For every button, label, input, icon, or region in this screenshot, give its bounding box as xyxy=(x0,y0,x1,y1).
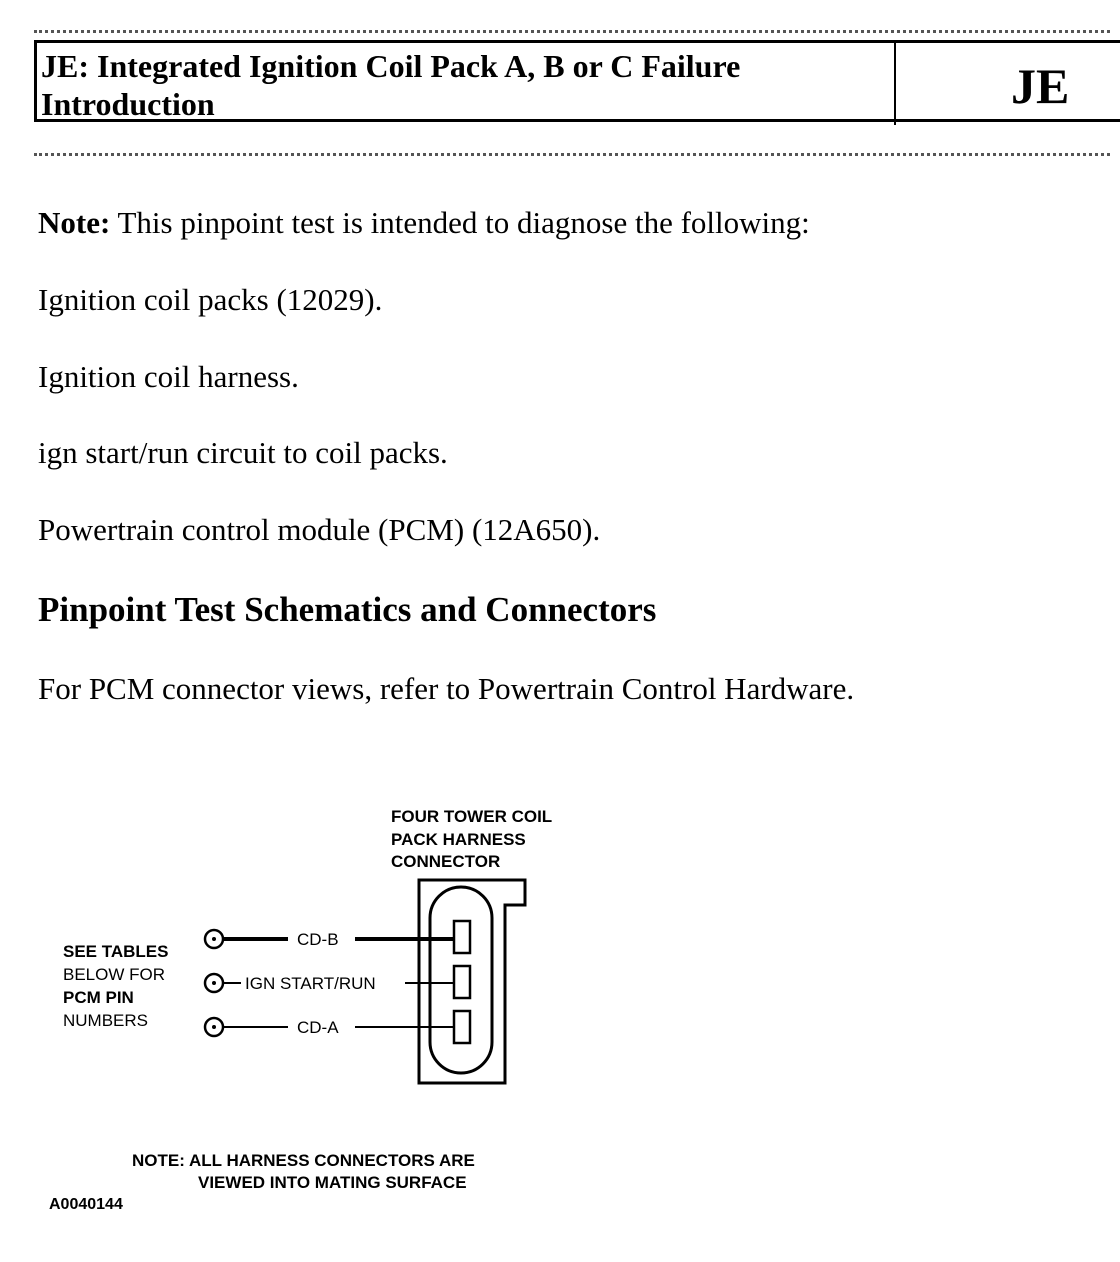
label-ign-start-run: IGN START/RUN xyxy=(245,974,376,993)
terminal-cd-b xyxy=(454,921,470,953)
footer-note-line-2: VIEWED INTO MATING SURFACE xyxy=(198,1173,467,1192)
connector-title-line-1: FOUR TOWER COIL xyxy=(391,807,553,826)
item-pcm: Powertrain control module (PCM) (12A650). xyxy=(38,512,601,547)
section-heading: Pinpoint Test Schematics and Connectors xyxy=(38,590,657,629)
terminal-ign-start-run xyxy=(454,966,470,998)
note-label: Note: xyxy=(38,205,111,240)
left-note-line-4: NUMBERS xyxy=(63,1011,149,1030)
title-line-1: JE: Integrated Ignition Coil Pack A, B or C Failure xyxy=(41,48,741,84)
pin-marker-cd-b-dot xyxy=(212,937,216,941)
pin-marker-ign-dot xyxy=(212,981,216,985)
figure-id: A0040144 xyxy=(49,1196,123,1213)
title-line-2: Introduction xyxy=(41,86,215,122)
item-ign-circuit: ign start/run circuit to coil packs. xyxy=(38,435,448,470)
terminal-cd-a xyxy=(454,1011,470,1043)
pcm-reference: For PCM connector views, refer to Powertrain Control Hardware. xyxy=(38,671,855,706)
connector-title-line-2: PACK HARNESS xyxy=(391,830,526,849)
left-note-line-1: SEE TABLES xyxy=(63,942,169,961)
left-note-line-3: PCM PIN xyxy=(63,988,134,1007)
label-cd-b: CD-B xyxy=(297,930,339,949)
footer-note-line-1: NOTE: ALL HARNESS CONNECTORS ARE xyxy=(132,1151,475,1170)
test-code: JE xyxy=(1011,58,1070,114)
item-coil-harness: Ignition coil harness. xyxy=(38,359,299,394)
pin-marker-cd-a-dot xyxy=(212,1025,216,1029)
note-text: This pinpoint test is intended to diagnose the following: xyxy=(117,205,810,240)
label-cd-a: CD-A xyxy=(297,1018,339,1037)
connector-body xyxy=(419,880,525,1083)
connector-title-line-3: CONNECTOR xyxy=(391,852,501,871)
item-coil-packs: Ignition coil packs (12029). xyxy=(38,282,383,317)
left-note-line-2: BELOW FOR xyxy=(63,965,166,984)
